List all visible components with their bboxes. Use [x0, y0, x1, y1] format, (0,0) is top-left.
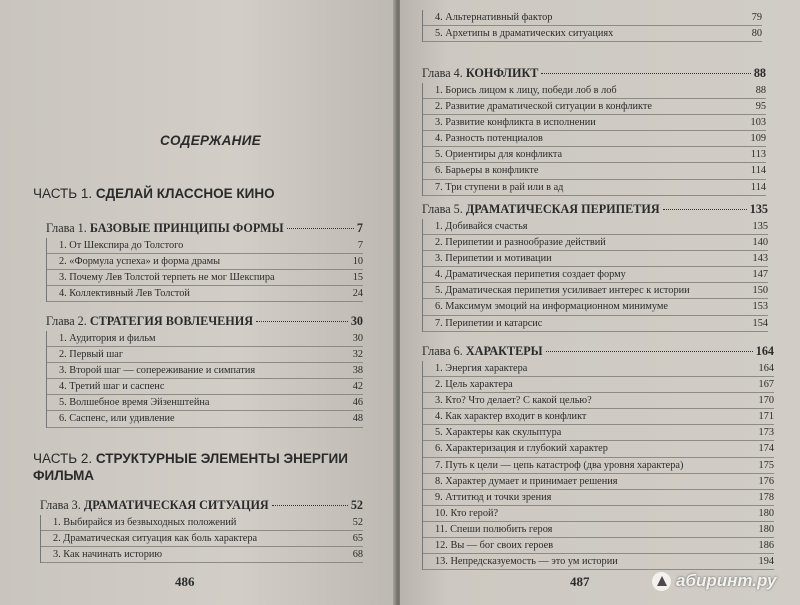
item-page: 180 [758, 507, 774, 519]
item-title: 4. Альтернативный фактор [435, 12, 553, 23]
toc-item [423, 506, 774, 522]
item-page: 79 [751, 12, 762, 23]
item-title: 7. Три ступени в рай или в ад [435, 181, 564, 193]
toc-item [423, 441, 774, 457]
toc-item [47, 395, 363, 411]
item-title: 1. От Шекспира до Толстого [59, 240, 184, 251]
dot-leader [541, 73, 750, 74]
item-page: 114 [750, 181, 766, 193]
item-page: 186 [758, 540, 774, 552]
toc-item [423, 409, 774, 425]
toc-item [47, 286, 363, 302]
dot-leader [272, 505, 348, 506]
item-title: 3. Кто? Что делает? С какой целью? [435, 395, 592, 407]
toc-item [423, 235, 768, 251]
toc-item [47, 379, 363, 395]
toc-item [423, 219, 768, 235]
toc-item [47, 363, 363, 379]
item-title: 3. Почему Лев Толстой терпеть не мог Шекспира [59, 272, 275, 284]
item-page: 147 [752, 269, 768, 281]
item-title: 3. Перипетии и мотивации [435, 253, 552, 265]
section-list [40, 515, 363, 563]
item-page: 175 [758, 459, 774, 471]
item-title: 13. Непредсказуемость — это ум истории [435, 556, 618, 568]
item-page: 164 [758, 363, 774, 374]
item-title: 4. Коллективный Лев Толстой [59, 288, 190, 300]
toc-item [47, 347, 363, 363]
item-page: 88 [755, 85, 766, 96]
toc-item [423, 10, 762, 26]
toc-item [423, 267, 768, 283]
toc-item [423, 251, 768, 267]
item-page: 194 [758, 556, 774, 568]
toc-item [423, 522, 774, 538]
toc-item [423, 458, 774, 474]
watermark-text: абиринт.ру [676, 571, 777, 590]
right-page [400, 0, 800, 605]
item-page: 173 [758, 427, 774, 439]
item-page: 95 [755, 101, 766, 113]
item-page: 38 [352, 365, 363, 377]
item-title: 7. Путь к цели — цепь катастроф (два уровня характера) [435, 459, 684, 471]
chapter-page: 30 [350, 314, 363, 328]
item-title: 7. Перипетии и катарсис [435, 317, 543, 329]
chapter-heading [40, 498, 363, 515]
item-title: 2. Цель характера [435, 379, 513, 391]
item-page: 24 [352, 288, 363, 300]
item-title: 4. Как характер входит в конфликт [435, 411, 587, 423]
chapter-6 [422, 344, 774, 570]
chapter-label: Глава 5. [422, 202, 463, 216]
labirint-logo-icon [652, 572, 671, 591]
toc-item [423, 425, 774, 441]
item-title: 1. Энергия характера [435, 363, 528, 374]
chapter-page: 52 [350, 498, 363, 512]
item-title: 2. «Формула успеха» и форма драмы [59, 256, 221, 268]
part-2-prefix: ЧАСТЬ 2. [33, 451, 93, 466]
item-page: 153 [752, 301, 768, 313]
chapter-page: 7 [356, 221, 363, 235]
part-1-title: СДЕЛАЙ КЛАССНОЕ КИНО [95, 186, 275, 201]
item-page: 113 [750, 149, 766, 161]
item-page: 103 [750, 117, 766, 129]
chapter-3-continued [422, 10, 762, 42]
toc-item [423, 131, 766, 147]
part-2-heading [33, 450, 348, 484]
item-page: 167 [758, 379, 774, 391]
chapter-title: ДРАМАТИЧЕСКАЯ СИТУАЦИЯ [83, 498, 269, 512]
item-title: 1. Борись лицом к лицу, победи лоб в лоб [435, 85, 617, 96]
toc-item [423, 26, 762, 42]
item-page: 140 [752, 237, 768, 249]
toc-item [423, 83, 766, 99]
item-page: 52 [352, 517, 363, 528]
chapter-label: Глава 4. [422, 66, 463, 80]
item-page: 30 [352, 333, 363, 344]
item-title: 1. Выбирайся из безвыходных положений [53, 517, 237, 528]
toc-item [41, 547, 363, 563]
toc-item [423, 474, 774, 490]
item-page: 180 [758, 523, 774, 535]
item-title: 5. Волшебное время Эйзенштейна [59, 397, 210, 409]
item-title: 1. Добивайся счастья [435, 221, 528, 232]
toc-item [41, 531, 363, 547]
toc-item [423, 361, 774, 377]
toc-item [423, 393, 774, 409]
chapter-page: 88 [753, 66, 766, 80]
section-list [46, 238, 363, 302]
item-title: 3. Развитие конфликта в исполнении [435, 117, 596, 129]
item-title: 6. Максимум эмоций на информационном минимуме [435, 301, 668, 313]
toc-item [47, 254, 363, 270]
item-page: 68 [352, 549, 363, 561]
item-title: 3. Как начинать историю [53, 549, 163, 561]
toc-item [423, 115, 766, 131]
page-number-left: 486 [175, 574, 195, 589]
item-title: 9. Аттитюд и точки зрения [435, 491, 552, 503]
item-title: 5. Архетипы в драматических ситуациях [435, 28, 614, 40]
item-title: 5. Характеры как скульптура [435, 427, 562, 439]
section-list [422, 361, 774, 570]
item-page: 7 [357, 240, 363, 251]
toc-title: СОДЕРЖАНИЕ [160, 133, 262, 148]
part-1-prefix: ЧАСТЬ 1. [33, 186, 93, 201]
chapter-page: 164 [755, 344, 774, 358]
chapter-5 [422, 202, 768, 332]
toc-item [47, 270, 363, 286]
item-page: 171 [758, 411, 774, 423]
chapter-title: БАЗОВЫЕ ПРИНЦИПЫ ФОРМЫ [89, 221, 284, 235]
item-title: 4. Драматическая перипетия создает форму [435, 269, 626, 281]
chapter-2 [46, 314, 363, 428]
chapter-heading [46, 314, 363, 331]
item-page: 42 [352, 381, 363, 393]
part-1-heading [33, 186, 275, 201]
part-2-title-line2: ФИЛЬМА [33, 468, 95, 483]
chapter-title: ДРАМАТИЧЕСКАЯ ПЕРИПЕТИЯ [465, 202, 660, 216]
item-title: 2. Развитие драматической ситуации в конфликте [435, 101, 652, 113]
toc-item [423, 180, 766, 196]
toc-item [423, 316, 768, 332]
toc-item [423, 490, 774, 506]
item-title: 6. Характеризация и глубокий характер [435, 443, 608, 455]
chapter-title: КОНФЛИКТ [465, 66, 539, 80]
toc-item [423, 299, 768, 315]
chapter-1 [46, 221, 363, 302]
dot-leader [256, 321, 348, 322]
toc-item [423, 147, 766, 163]
item-title: 1. Аудитория и фильм [59, 333, 156, 344]
chapter-3 [40, 498, 363, 563]
item-page: 176 [758, 475, 774, 487]
toc-item [47, 331, 363, 347]
item-page: 114 [750, 165, 766, 177]
item-page: 135 [752, 221, 768, 232]
item-title: 8. Характер думает и принимает решения [435, 475, 618, 487]
item-title: 2. Перипетии и разнообразие действий [435, 237, 606, 249]
item-title: 12. Вы — бог своих героев [435, 540, 554, 552]
item-title: 6. Саспенс, или удивление [59, 413, 175, 425]
part-2-title-line1: СТРУКТУРНЫЕ ЭЛЕМЕНТЫ ЭНЕРГИИ [95, 451, 348, 466]
dot-leader [287, 228, 354, 229]
section-list [422, 219, 768, 332]
left-page [0, 0, 396, 605]
item-page: 80 [751, 28, 762, 40]
chapter-title: ХАРАКТЕРЫ [465, 344, 543, 358]
toc-item [423, 163, 766, 179]
toc-item [41, 515, 363, 531]
item-page: 46 [352, 397, 363, 409]
watermark [652, 571, 776, 591]
section-list [46, 331, 363, 428]
dot-leader [546, 351, 753, 352]
item-title: 10. Кто герой? [435, 507, 499, 519]
item-title: 6. Барьеры в конфликте [435, 165, 539, 177]
item-page: 109 [750, 133, 766, 145]
item-title: 4. Третий шаг и саспенс [59, 381, 165, 393]
chapter-page: 135 [749, 202, 768, 216]
toc-item [47, 411, 363, 427]
item-title: 2. Драматическая ситуация как боль характера [53, 533, 258, 545]
item-page: 32 [352, 349, 363, 361]
item-page: 15 [352, 272, 363, 284]
toc-item [423, 377, 774, 393]
chapter-label: Глава 2. [46, 314, 87, 328]
toc-item [423, 99, 766, 115]
chapter-label: Глава 1. [46, 221, 87, 235]
item-page: 10 [352, 256, 363, 268]
item-page: 178 [758, 491, 774, 503]
dot-leader [663, 209, 747, 210]
chapter-heading [46, 221, 363, 238]
chapter-heading [422, 202, 768, 219]
chapter-title: СТРАТЕГИЯ ВОВЛЕЧЕНИЯ [89, 314, 254, 328]
chapter-heading [422, 66, 766, 83]
item-page: 48 [352, 413, 363, 425]
item-title: 11. Спеши полюбить героя [435, 523, 553, 535]
page-number-right: 487 [570, 574, 590, 589]
item-page: 174 [758, 443, 774, 455]
toc-item [47, 238, 363, 254]
item-page: 154 [752, 317, 768, 329]
chapter-label: Глава 6. [422, 344, 463, 358]
item-title: 3. Второй шаг — сопереживание и симпатия [59, 365, 256, 377]
item-page: 65 [352, 533, 363, 545]
chapter-heading [422, 344, 774, 361]
chapter-label: Глава 3. [40, 498, 81, 512]
toc-item [423, 554, 774, 570]
item-title: 2. Первый шаг [59, 349, 124, 361]
toc-item [423, 283, 768, 299]
item-title: 4. Разность потенциалов [435, 133, 543, 145]
item-page: 150 [752, 285, 768, 297]
item-page: 170 [758, 395, 774, 407]
section-list [422, 83, 766, 196]
section-list [422, 10, 762, 42]
toc-item [423, 538, 774, 554]
item-page: 143 [752, 253, 768, 265]
item-title: 5. Драматическая перипетия усиливает интерес к истории [435, 285, 690, 297]
chapter-4 [422, 66, 766, 196]
item-title: 5. Ориентиры для конфликта [435, 149, 563, 161]
